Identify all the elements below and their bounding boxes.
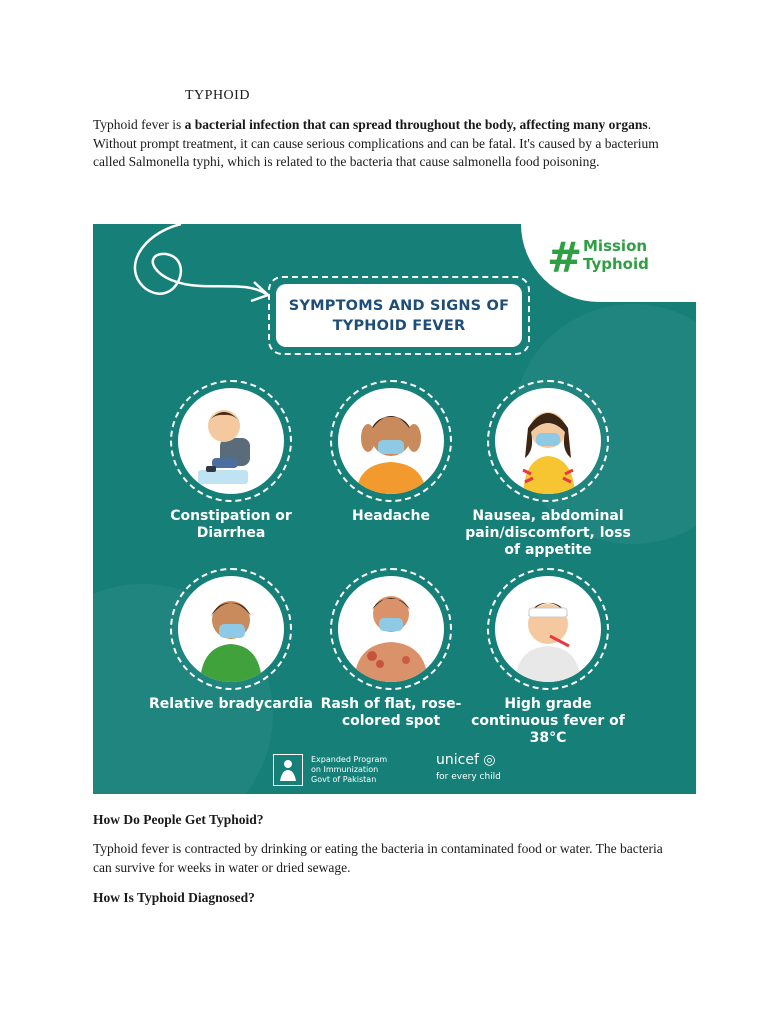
- unicef-tagline: for every child: [436, 772, 501, 782]
- unicef-wordmark: unicef: [436, 752, 479, 768]
- curved-arrow-icon: [121, 224, 281, 314]
- symptom-constipation: [146, 380, 316, 542]
- unicef-logo: [436, 752, 501, 782]
- transmission-paragraph: Typhoid fever is contracted by drinking or eating the bacteria in contaminated food or water. The bacteria can survive for weeks in water or dried sewage.: [93, 841, 663, 875]
- epi-emblem-icon: [273, 754, 303, 786]
- epi-logo: [273, 754, 387, 786]
- epi-line2: on Immunization: [311, 765, 379, 774]
- document-title: TYPHOID: [185, 88, 250, 103]
- section-heading-diagnosis: How Is Typhoid Diagnosed?: [93, 890, 255, 905]
- fever-icon: [495, 576, 601, 682]
- section-heading-transmission: How Do People Get Typhoid?: [93, 812, 264, 827]
- sick-child-icon: [178, 576, 284, 682]
- infographic-title-line1: SYMPTOMS AND SIGNS OF: [288, 297, 510, 314]
- infographic-title-box: [268, 276, 530, 355]
- symptom-label: Rash of flat, rose-colored spot: [320, 696, 462, 729]
- intro-paragraph: [93, 116, 683, 172]
- intro-bold: a bacterial infection that can spread throughout the body, affecting many organs: [184, 117, 648, 132]
- symptom-label: Relative bradycardia: [149, 696, 313, 712]
- rash-icon: [338, 576, 444, 682]
- typhoid-infographic: [93, 224, 696, 794]
- infographic-title-line2: TYPHOID FEVER: [332, 317, 466, 334]
- intro-lead: Typhoid fever is: [93, 117, 185, 132]
- symptom-label: Constipation or Diarrhea: [170, 508, 292, 541]
- hash-symbol: #: [547, 233, 583, 282]
- symptom-label: High grade continuous fever of 38°C: [471, 696, 625, 746]
- globe-icon: ◎: [483, 752, 496, 768]
- symptom-fever: [463, 568, 633, 747]
- symptom-label: Headache: [352, 508, 430, 524]
- badge-line2: Typhoid: [583, 255, 649, 273]
- symptom-headache: [306, 380, 476, 525]
- symptom-nausea: [463, 380, 633, 559]
- stomach-pain-icon: [495, 388, 601, 494]
- symptom-label: Nausea, abdominal pain/discomfort, loss of appetite: [465, 508, 631, 558]
- headache-icon: [338, 388, 444, 494]
- mission-typhoid-badge: [521, 224, 696, 302]
- symptom-bradycardia: [146, 568, 316, 713]
- toilet-child-icon: [178, 388, 284, 494]
- badge-line1: Mission: [583, 237, 648, 255]
- epi-line3: Govt of Pakistan: [311, 775, 377, 784]
- intro-rest: . Without prompt treatment, it can cause serious complications and can be fatal. It's caused by a bacterium called Salmonella typhi, which is related to the bacteria that cause salmonella food poisoning.: [93, 117, 659, 169]
- epi-line1: Expanded Program: [311, 755, 388, 764]
- symptom-rash: [306, 568, 476, 730]
